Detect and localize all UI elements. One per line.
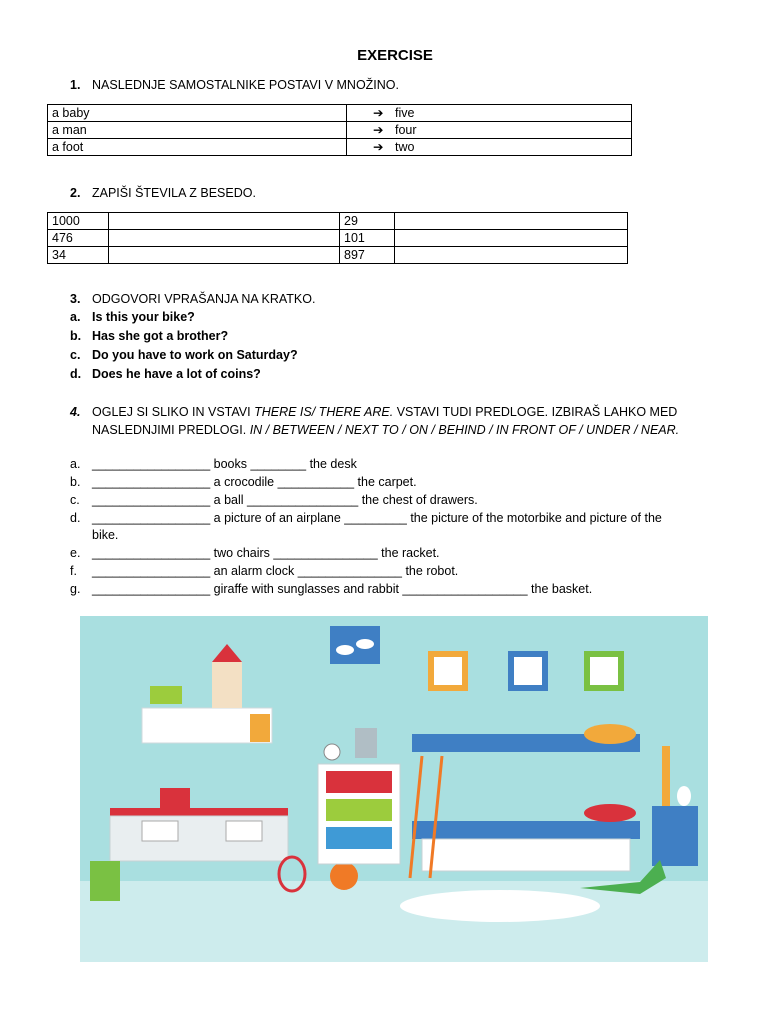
chair — [226, 821, 262, 841]
alarm-clock — [324, 744, 340, 760]
number-cell: 1000 — [48, 213, 109, 230]
list-item[interactable]: d. _________________ a picture of an airplane _________ the picture of the motorbike and picture of the — [70, 511, 662, 525]
robot — [355, 728, 377, 758]
section-2-number: 2. — [70, 186, 81, 200]
list-item: c. Do you have to work on Saturday? — [70, 348, 298, 362]
list-item[interactable]: g. _________________ giraffe with sunglasses and rabbit __________________ the basket. — [70, 582, 593, 596]
list-item[interactable]: a. _________________ books ________ the desk — [70, 457, 357, 471]
arrow-right-icon: ➔ — [373, 123, 384, 137]
section-4-number: 4. — [70, 405, 81, 419]
ball — [330, 862, 358, 890]
table-row — [48, 213, 628, 230]
table-row — [48, 247, 628, 264]
section-1-heading — [70, 78, 399, 92]
plural-table — [47, 104, 632, 156]
list-item: b. Has she got a brother? — [70, 329, 229, 343]
answer-text: four — [395, 123, 417, 137]
noun-cell: a man — [48, 122, 347, 139]
section-3-heading — [70, 292, 315, 306]
table-row — [48, 230, 628, 247]
answer-cell[interactable] — [347, 122, 632, 139]
list-item: d. Does he have a lot of coins? — [70, 367, 261, 381]
list-item[interactable]: f. _________________ an alarm clock _______________ the robot. — [70, 564, 459, 578]
giraffe — [662, 746, 670, 806]
list-item[interactable]: e. _________________ two chairs _______________ the racket. — [70, 546, 440, 560]
answer-cell[interactable] — [395, 213, 628, 230]
table-row — [48, 105, 632, 122]
numbers-table — [47, 212, 628, 264]
answer-cell[interactable] — [109, 247, 340, 264]
section-4-heading — [70, 405, 92, 419]
basket — [652, 806, 698, 866]
noun-cell: a foot — [48, 139, 347, 156]
bedroom-illustration — [80, 616, 708, 962]
carpet — [400, 890, 600, 922]
answer-cell[interactable] — [347, 105, 632, 122]
backpack — [90, 861, 120, 901]
answer-text: two — [395, 140, 415, 154]
list-item[interactable]: b. _________________ a crocodile ___________ the carpet. — [70, 475, 417, 489]
page-title: EXERCISE — [357, 47, 433, 64]
section-4-title: OGLEJ SI SLIKO IN VSTAVI THERE IS/ THERE ARE. VSTAVI TUDI PREDLOGE. IZBIRAŠ LAHKO MED NASLEDNJIMI PREDLOGI. IN / BETWEEN / NEXT TO / ON / BEHIND / IN FRONT OF / UNDER / NEAR. — [92, 405, 680, 437]
answer-text: five — [395, 106, 415, 120]
chair — [142, 821, 178, 841]
answer-cell[interactable] — [347, 139, 632, 156]
arrow-right-icon: ➔ — [373, 106, 384, 120]
desk-top — [110, 808, 288, 816]
noun-cell: a baby — [48, 105, 347, 122]
section-3-title: ODGOVORI VPRAŠANJA NA KRATKO. — [92, 292, 316, 306]
books — [160, 788, 190, 808]
section-2-heading — [70, 186, 256, 200]
section-1-number: 1. — [70, 78, 81, 92]
arrow-right-icon: ➔ — [373, 140, 384, 154]
number-cell: 476 — [48, 230, 109, 247]
answer-cell[interactable] — [109, 213, 340, 230]
answer-cell[interactable] — [395, 230, 628, 247]
number-cell: 897 — [340, 247, 395, 264]
section-2-title: ZAPIŠI ŠTEVILA Z BESEDO. — [92, 186, 256, 200]
list-item: a. Is this your bike? — [70, 310, 195, 324]
answer-cell[interactable] — [109, 230, 340, 247]
number-cell: 34 — [48, 247, 109, 264]
rabbit — [677, 786, 691, 806]
list-item: bike. — [92, 528, 119, 542]
list-item[interactable]: c. _________________ a ball ________________ the chest of drawers. — [70, 493, 478, 507]
table-row — [48, 122, 632, 139]
answer-cell[interactable] — [395, 247, 628, 264]
number-cell: 101 — [340, 230, 395, 247]
number-cell: 29 — [340, 213, 395, 230]
section-3-number: 3. — [70, 292, 81, 306]
table-row — [48, 139, 632, 156]
toy-castle — [212, 662, 242, 708]
toy-car — [150, 686, 182, 704]
section-1-title: NASLEDNJE SAMOSTALNIKE POSTAVI V MNOŽINO. — [92, 78, 400, 92]
